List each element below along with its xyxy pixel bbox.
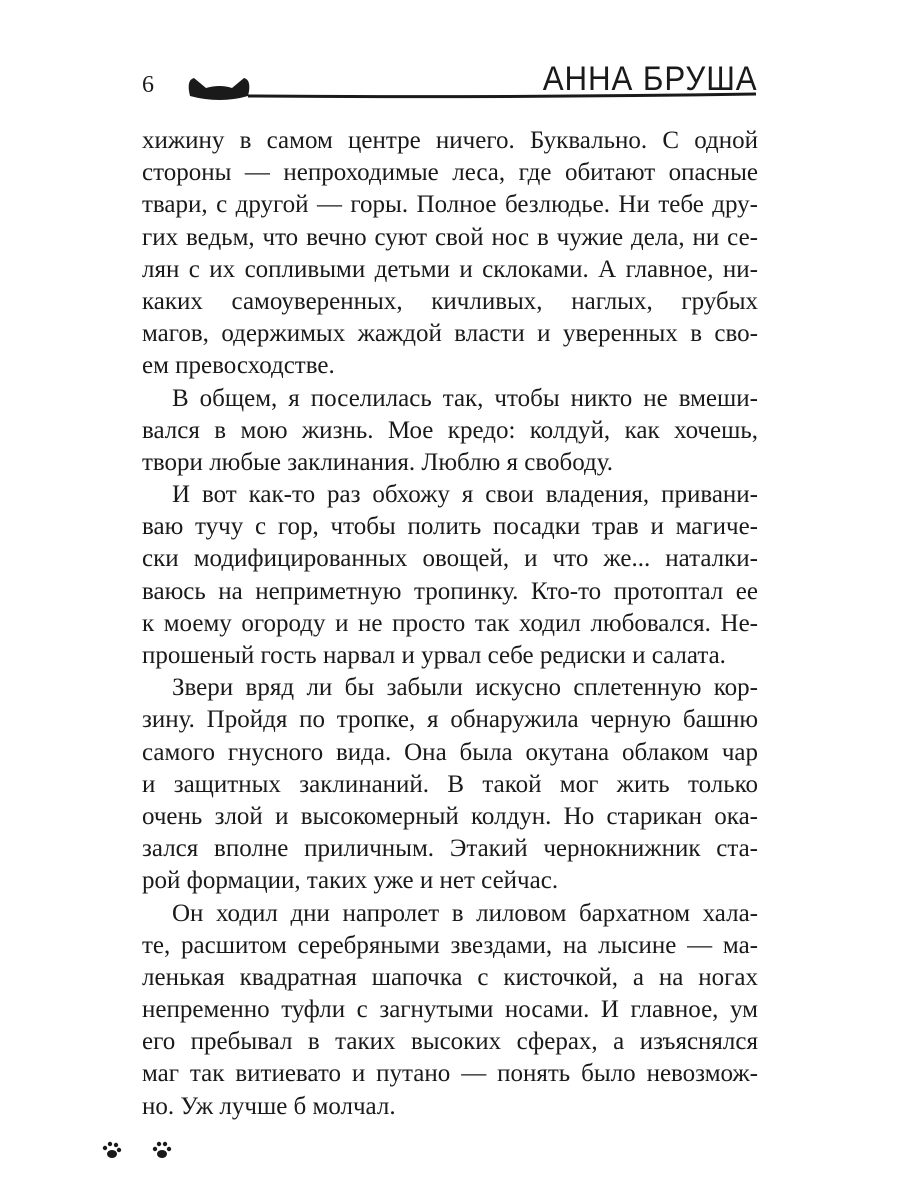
- text-line: зался вполне приличным. Этакий чернокнижник ста-: [142, 835, 758, 863]
- text-line: Звери вряд ли бы забыли искусно сплетенную кор-: [172, 674, 758, 702]
- text-line: вался в мою жизнь. Мое кредо: колдуй, как хочешь,: [142, 416, 758, 444]
- page-number: 6: [142, 72, 154, 98]
- text-line: самого гнусного вида. Она была окутана облаком чар: [142, 738, 758, 766]
- text-line: стороны — непроходимые леса, где обитают опасные: [142, 159, 758, 187]
- text-line: непременно туфли с загнутыми носами. И главное, ум: [142, 996, 758, 1024]
- text-line: и защитных заклинаний. В такой мог жить только: [142, 770, 758, 798]
- text-line: ваюсь на неприметную тропинку. Кто-то протоптал ее: [142, 577, 758, 605]
- running-head-author: АННА БРУША: [543, 60, 758, 98]
- cat-ears-icon: [189, 78, 250, 100]
- text-line: ем превосходстве.: [142, 352, 335, 380]
- text-line: ваю тучу с гор, чтобы полить посадки трав и магиче-: [142, 513, 758, 541]
- header-decoration: [0, 0, 900, 120]
- text-line: И вот как-то раз обхожу я свои владения, привани-: [172, 481, 758, 509]
- text-line: гих ведьм, что вечно суют свой нос в чужие дела, ни се-: [142, 223, 758, 251]
- text-line: те, расшитом серебряными звездами, на лысине — ма-: [142, 931, 758, 959]
- text-line: хижину в самом центре ничего. Буквально. С одной: [142, 127, 758, 154]
- text-line: его пребывал в таких высоких сферах, а изъяснялся: [142, 1028, 758, 1056]
- paw-print-icon: [103, 1142, 121, 1158]
- text-line: зину. Пройдя по тропке, я обнаружила черную башню: [142, 706, 758, 734]
- text-line: В общем, я поселилась так, чтобы никто не вмеши-: [172, 384, 758, 412]
- text-line: к моему огороду и не просто так ходил любовался. Не-: [142, 609, 758, 637]
- text-line: очень злой и высокомерный колдун. Но старикан ока-: [142, 802, 758, 830]
- text-line: каких самоуверенных, кичливых, наглых, грубых: [142, 287, 758, 315]
- footer-ornament: [100, 1136, 180, 1166]
- text-line: маг так витиевато и путано — понять было невозмож-: [142, 1060, 758, 1088]
- paw-print-icon: [153, 1142, 171, 1158]
- text-line: твари, с другой — горы. Полное безлюдье. Ни тебе дру-: [142, 191, 758, 219]
- text-line: магов, одержимых жаждой власти и уверенных в сво-: [142, 320, 758, 348]
- text-line: но. Уж лучше б молчал.: [142, 1092, 396, 1120]
- text-line: рой формации, таких уже и нет сейчас.: [142, 867, 559, 895]
- text-line: ленькая квадратная шапочка с кисточкой, а на ногах: [142, 963, 758, 991]
- text-line: лян с их сопливыми детьми и склоками. А главное, ни-: [142, 255, 758, 283]
- body-text: [142, 125, 758, 1123]
- text-line: Он ходил дни напролет в лиловом бархатном хала-: [172, 899, 758, 927]
- text-line: твори любые заклинания. Люблю я свободу.: [142, 448, 613, 476]
- text-line: прошеный гость нарвал и урвал себе редиски и салата.: [142, 642, 726, 669]
- text-line: ски модифицированных овощей, и что же... наталки-: [142, 545, 758, 573]
